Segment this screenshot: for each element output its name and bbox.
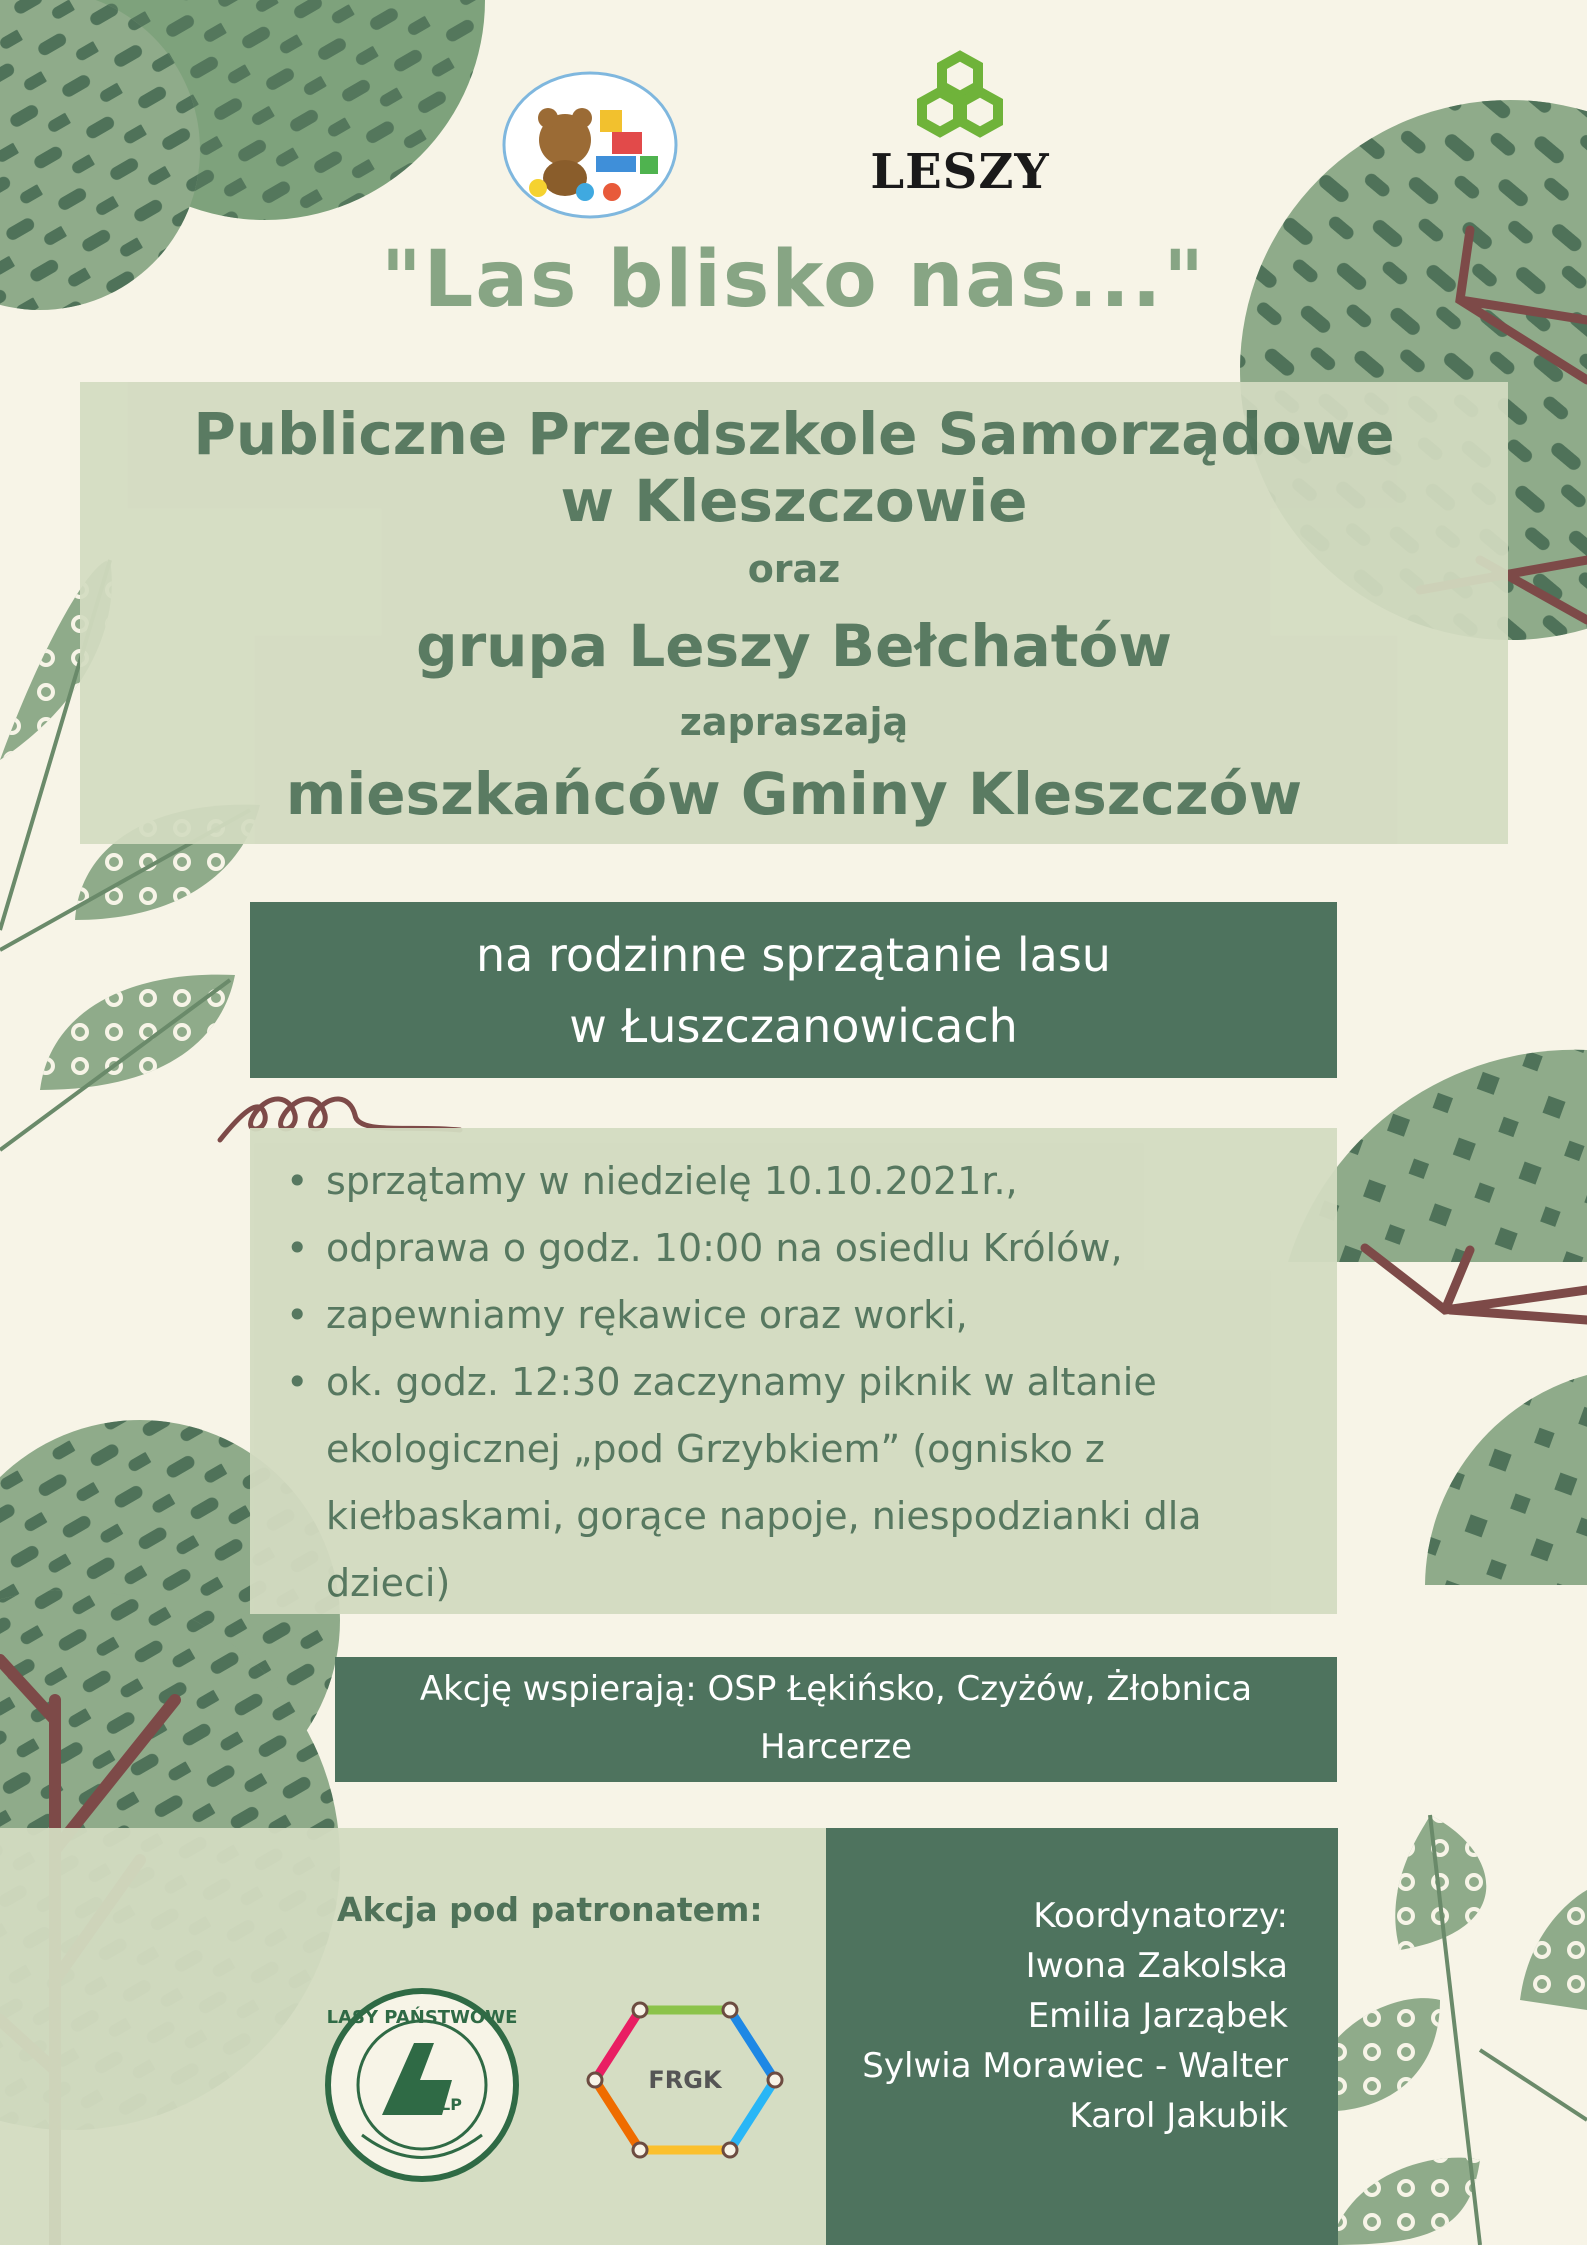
- invitation-line-and: oraz: [747, 547, 841, 591]
- support-line-osp: Akcję wspierają: OSP Łękińsko, Czyżów, Żłobnica: [419, 1669, 1253, 1709]
- lasy-logo-text: LASY PAŃSTWOWE: [326, 2007, 518, 2028]
- invitation-line-group: grupa Leszy Bełchatów: [416, 612, 1172, 680]
- invitation-line-residents: mieszkańców Gminy Kleszczów: [285, 760, 1303, 828]
- patronage-label: Akcja pod patronatem:: [337, 1890, 763, 1929]
- details-item: • ok. godz. 12:30 zaczynamy piknik w altanie ekologicznej „pod Grzybkiem” (ognisko z kiełbaskami, gorące napoje, niespodzianki dla dzieci): [286, 1349, 1316, 1617]
- support-line-scouts: Harcerze: [760, 1727, 912, 1767]
- event-line-place: w Łuszczanowicach: [569, 999, 1018, 1053]
- frgk-logo: [580, 1990, 790, 2170]
- details-item: • odprawa o godz. 10:00 na osiedlu Królów,: [286, 1215, 1316, 1282]
- coordinator-name: Iwona Zakolska: [1025, 1946, 1288, 1986]
- leaves-bottom-right: [1300, 1815, 1587, 2245]
- event-line-cleanup: na rodzinne sprzątanie lasu: [476, 928, 1111, 982]
- invitation-line-invite: zapraszają: [679, 700, 909, 744]
- invitation-line-location: w Kleszczowie: [560, 467, 1028, 535]
- page-title: "Las blisko nas...": [381, 235, 1206, 325]
- leszy-logo: [860, 48, 1060, 198]
- school-logo: [500, 70, 680, 220]
- invitation-box: [80, 382, 1508, 844]
- coordinator-name: Emilia Jarząbek: [1027, 1996, 1288, 2036]
- coordinators-heading: Koordynatorzy:: [1033, 1896, 1288, 1936]
- details-box: [250, 1128, 1337, 1614]
- lasy-panstwowe-logo: [322, 1985, 522, 2185]
- support-box: [335, 1657, 1337, 1782]
- lasy-logo-monogram: LP: [440, 2095, 462, 2114]
- coordinator-name: Sylwia Morawiec - Walter: [862, 2046, 1288, 2086]
- frgk-logo-text: FRGK: [648, 2066, 722, 2094]
- invitation-line-organizer: Publiczne Przedszkole Samorządowe: [193, 400, 1395, 468]
- coordinators-box: [826, 1828, 1338, 2245]
- leszy-hexagons-icon: [860, 48, 1060, 158]
- leszy-logo-text: LESZY: [870, 144, 1050, 200]
- details-item: • sprzątamy w niedzielę 10.10.2021r.,: [286, 1148, 1316, 1215]
- coordinator-name: Karol Jakubik: [1069, 2096, 1288, 2136]
- event-box: [250, 902, 1337, 1078]
- details-item: • zapewniamy rękawice oraz worki,: [286, 1282, 1316, 1349]
- details-list: [286, 1148, 1316, 1617]
- tree-right-lower: [1425, 1375, 1587, 1585]
